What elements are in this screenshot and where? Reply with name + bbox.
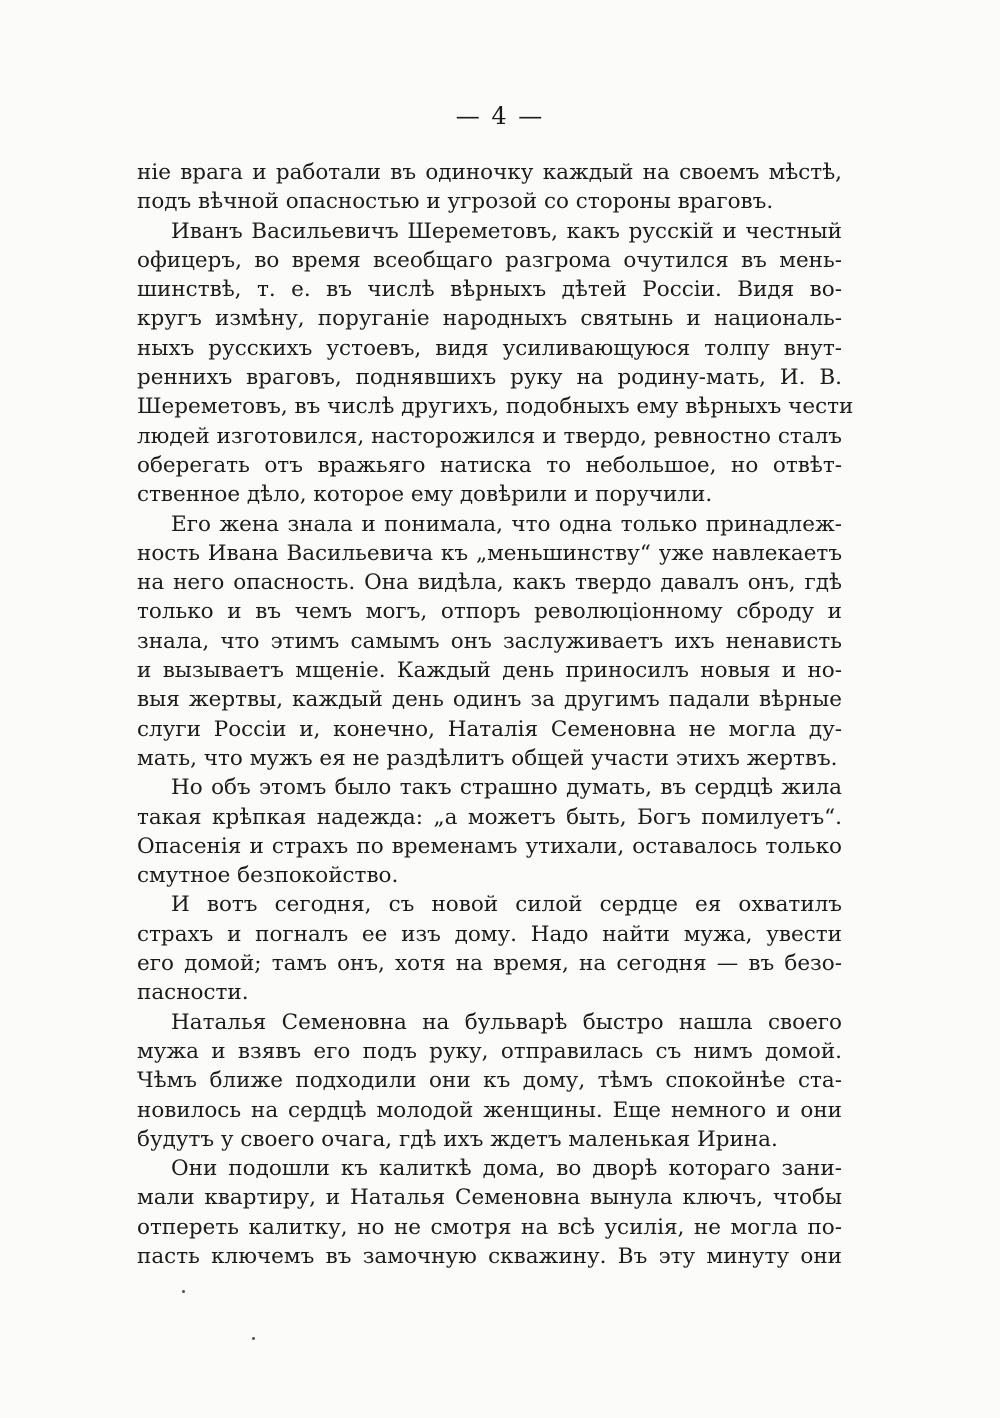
text-line: оберегать отъ вражьяго натиска то небольшое, но отвѣт- — [137, 452, 842, 478]
text-line: знала, что этимъ самымъ онъ заслуживаетъ ихъ ненависть — [137, 628, 842, 654]
text-line: Они подошли къ калиткѣ дома, во дворѣ котораго зани- — [171, 1156, 842, 1182]
text-line: мали квартиру, и Наталья Семеновна вынула ключъ, чтобы — [137, 1185, 842, 1211]
text-line: на него опасность. Она видѣла, какъ твердо давалъ онъ, гдѣ — [137, 570, 842, 596]
text-line: Шереметовъ, въ числѣ другихъ, подобныхъ ему вѣрныхъ чести — [137, 394, 854, 420]
text-line: его домой; тамъ онъ, хотя на время, на сегодня — въ безо- — [137, 951, 842, 977]
text-line: Наталья Семеновна на бульварѣ быстро нашла своего — [171, 1009, 842, 1035]
paragraph — [137, 217, 854, 510]
text-line: слуги Россіи и, конечно, Наталія Семеновна не могла ду- — [137, 716, 842, 742]
text-line: шинствѣ, т. е. въ числѣ вѣрныхъ дѣтей Россіи. Видя во- — [137, 277, 842, 303]
paragraph — [137, 510, 842, 774]
text-line: кругъ измѣну, поруганіе народныхъ святынь и националь- — [137, 306, 842, 332]
text-line: Иванъ Васильевичъ Шереметовъ, какъ русскій и честный — [171, 218, 842, 244]
text-line: смутное безпокойство. — [137, 863, 399, 889]
text-line: ность Ивана Васильевича къ „меньшинству“ уже навлекаетъ — [137, 540, 842, 566]
paragraph — [137, 1154, 842, 1271]
text-line: И вотъ сегодня, съ новой силой сердце ея охватилъ — [171, 892, 842, 918]
paragraph — [137, 1008, 842, 1154]
text-line: такая крѣпкая надежда: „а можетъ быть, Богъ помилуетъ“. — [137, 804, 842, 830]
paragraph — [137, 158, 842, 217]
text-line: офицеръ, во время всеобщаго разгрома очутился въ мень- — [137, 247, 842, 273]
text-line: новилось на сердцѣ молодой женщины. Еще немного и они — [137, 1097, 842, 1123]
text-line: подъ вѣчной опасностью и угрозой со стороны враговъ. — [137, 189, 774, 215]
text-line: пасть ключемъ въ замочную скважину. Въ эту минуту они — [137, 1243, 842, 1269]
body-text — [137, 158, 854, 1271]
text-line: реннихъ враговъ, поднявшихъ руку на родину-мать, И. В. — [137, 365, 842, 391]
text-line: страхъ и погналъ ее изъ дому. Надо найти мужа, увести — [137, 921, 842, 947]
text-line: мать, что мужъ ея не раздѣлитъ общей участи этихъ жертвъ. — [137, 745, 838, 771]
text-line: Но объ этомъ было такъ страшно думать, въ сердцѣ жила — [171, 775, 842, 801]
text-line: только и въ чемъ могъ, отпоръ революціонному сброду и — [137, 599, 842, 625]
text-line: ныхъ русскихъ устоевъ, видя усиливающуюся толпу внут- — [137, 335, 842, 361]
text-line: ственное дѣло, которое ему довѣрили и поручили. — [137, 482, 713, 508]
text-line: Опасенія и страхъ по временамъ утихали, оставалось только — [137, 833, 842, 859]
text-line: будутъ у своего очага, гдѣ ихъ ждетъ маленькая Ирина. — [137, 1126, 778, 1152]
page-number: — 4 — — [455, 102, 545, 130]
paragraph — [137, 890, 842, 1007]
text-line: ніе врага и работали въ одиночку каждый на своемъ мѣстѣ, — [137, 160, 842, 185]
text-line: отпереть калитку, но не смотря на всѣ усилія, не могла по- — [137, 1214, 842, 1240]
text-line: пасности. — [137, 980, 249, 1006]
text-line: выя жертвы, каждый день одинъ за другимъ падали вѣрные — [137, 687, 842, 713]
text-line: мужа и взявъ его подъ руку, отправилась съ нимъ домой. — [137, 1038, 842, 1064]
print-speck — [252, 1337, 255, 1340]
text-line: людей изготовился, насторожился и твердо, ревностно сталъ — [137, 423, 842, 449]
print-speck — [182, 1290, 185, 1293]
text-line: Его жена знала и понимала, что одна только принадлеж- — [171, 511, 842, 537]
text-line: и вызываетъ мщеніе. Каждый день приносилъ новыя и но- — [137, 658, 842, 684]
paragraph — [137, 773, 842, 890]
text-line: Чѣмъ ближе подходили они къ дому, тѣмъ спокойнѣе ста- — [137, 1068, 842, 1094]
